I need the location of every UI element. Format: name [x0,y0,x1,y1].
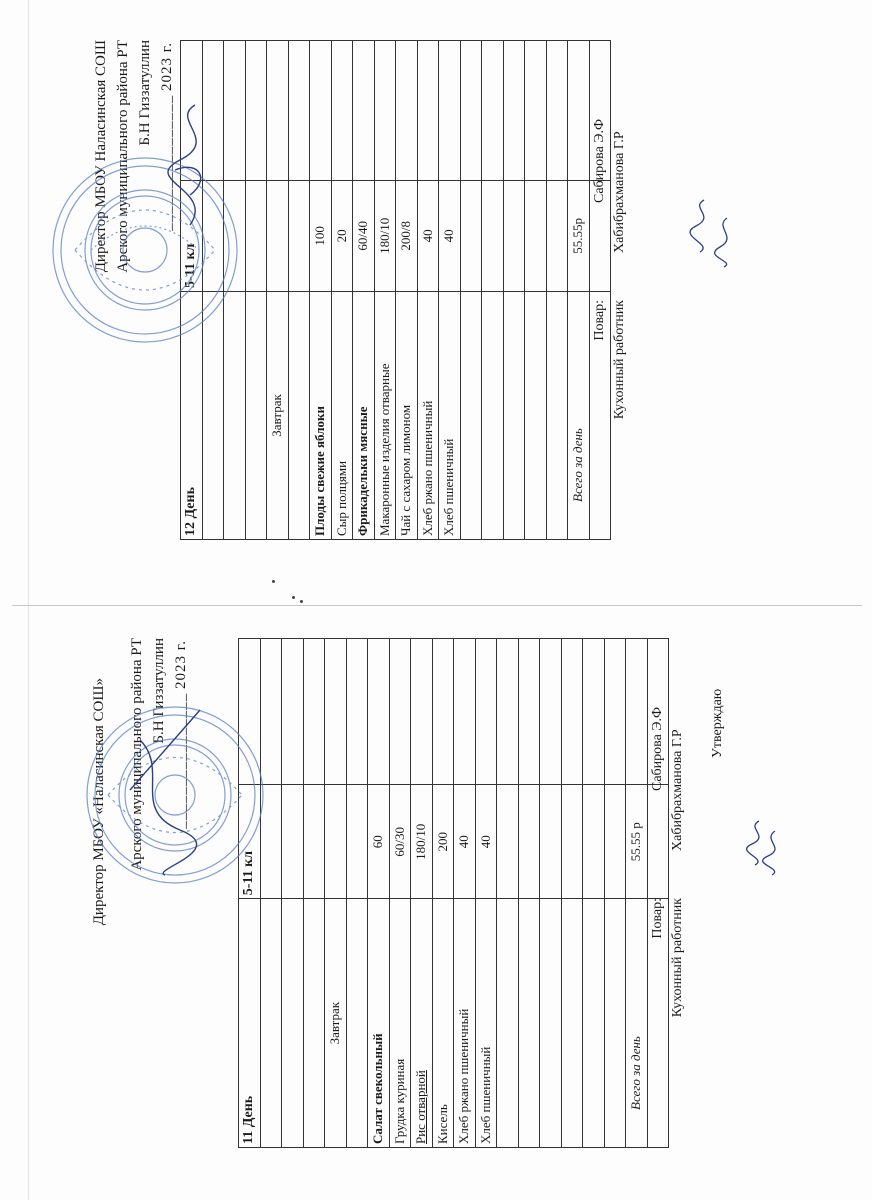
approval-year: 2023 г. [173,640,189,689]
kitchen-worker-name: Хабибрахманова Г.Р [670,729,685,851]
item-name: Сыр полцями [331,291,353,539]
table-row [288,41,310,540]
kitchen-worker-signature [712,215,742,270]
director-name: Б.Н Гиззатуллин [151,638,167,744]
item-amount: 20 [331,180,353,291]
item-amount: 200/8 [396,180,418,291]
kitchen-worker-signature-line: Кухонный работник Хабибрахманова Г.Р [612,131,627,420]
table-row [518,639,540,1148]
item-name: Плоды свежие яблоки [310,291,332,539]
director-signature [160,100,230,230]
item-amount: 40 [417,180,439,291]
director-title: Директор МБОУ «Наласинская СОШ» [91,678,107,926]
meal-label: Завтрак [267,291,289,539]
table-row [475,639,497,1148]
table-row [346,639,368,1148]
table-row [245,41,267,540]
menu-table [238,638,669,1148]
paper-speck [272,580,275,583]
item-name: Хлеб ржано пшеничный [454,899,476,1148]
paper-speck [292,596,295,599]
table-row [353,41,375,540]
district-title: Арского муниципального района РТ [115,40,131,273]
kitchen-worker-signature-line: Кухонный работник Хабибрахманова Г.Р [670,729,685,1018]
meal-row [325,639,347,1148]
director-title: Директор МБОУ Наласинская СОШ [93,40,109,273]
total-value: 55.55 р [626,785,648,899]
item-name: Хлеб ржано пшеничный [417,291,439,539]
table-row [561,639,583,1148]
grade-label: 5-11 кл [181,180,203,291]
item-amount: 180/10 [411,785,433,899]
table-row [432,639,454,1148]
table-row [497,639,519,1148]
total-label: Всего за день [628,1036,644,1110]
table-row [396,41,418,540]
table-row [546,41,568,540]
item-name: Фрикадельки мясные [353,291,375,539]
total-row [626,639,648,1148]
table-row [374,41,396,540]
item-amount: 40 [475,785,497,899]
total-row [568,41,590,540]
cook-signature-line: Повар: Сабирова Э.Ф [650,706,665,939]
kitchen-worker-name: Хабибрахманова Г.Р [612,131,627,253]
item-name: Салат свекольный [368,899,390,1148]
total-label: Всего за день [570,428,586,502]
item-amount: 60/30 [389,785,411,899]
grade-label: 5-11 кл [239,785,261,899]
table-row [454,639,476,1148]
table-row [389,639,411,1148]
item-amount: 60 [368,785,390,899]
page-fold-line [12,605,862,606]
cook-name: Сабирова Э.Ф [592,118,607,203]
item-amount: 40 [454,785,476,899]
item-amount: 100 [310,180,332,291]
table-row [303,639,325,1148]
total-value: 55.55р [568,180,590,291]
item-name: Хлеб пшеничный [475,899,497,1148]
item-name: Рис отварной [411,899,433,1148]
table-row [540,639,562,1148]
table-row [439,41,461,540]
table-row [282,639,304,1148]
paper-speck [300,600,303,603]
approval-year: 2023 г. [159,42,175,91]
table-row [604,639,626,1148]
approval-date: ________________ 2023 г. [173,640,189,829]
item-amount: 40 [439,180,461,291]
item-amount: 60/40 [353,180,375,291]
district-title: Арского муниципального района РТ [129,638,145,871]
table-row [331,41,353,540]
item-name: Макаронные изделия отварные [374,291,396,539]
item-amount: 200 [432,785,454,899]
cook-name: Сабирова Э.Ф [650,706,665,791]
page-edge [28,0,29,1200]
day-label: 12 День [181,291,203,539]
item-name: Чай с сахаром лимоном [396,291,418,539]
item-amount: 180/10 [374,180,396,291]
item-name: Кисель [432,899,454,1148]
item-name: Хлеб пшеничный [439,291,461,539]
table-row [417,41,439,540]
table-row [525,41,547,540]
table-row [411,639,433,1148]
table-row [503,41,525,540]
cook-signature-line: Повар: Сабирова Э.Ф [592,118,607,341]
table-row [310,41,332,540]
table-row [482,41,504,540]
day-label: 11 День [239,899,261,1148]
approval-date: ________________ 2023 г. [159,42,175,231]
table-row [460,41,482,540]
approve-label: Утверждаю [710,688,725,758]
item-name: Грудка куриная [389,899,411,1148]
meal-row [267,41,289,540]
table-row [368,639,390,1148]
kitchen-worker-signature [760,828,790,878]
table-row [583,639,605,1148]
director-name: Б.Н Гиззатуллин [137,40,153,146]
director-signature [110,700,220,880]
meal-label: Завтрак [325,899,347,1148]
